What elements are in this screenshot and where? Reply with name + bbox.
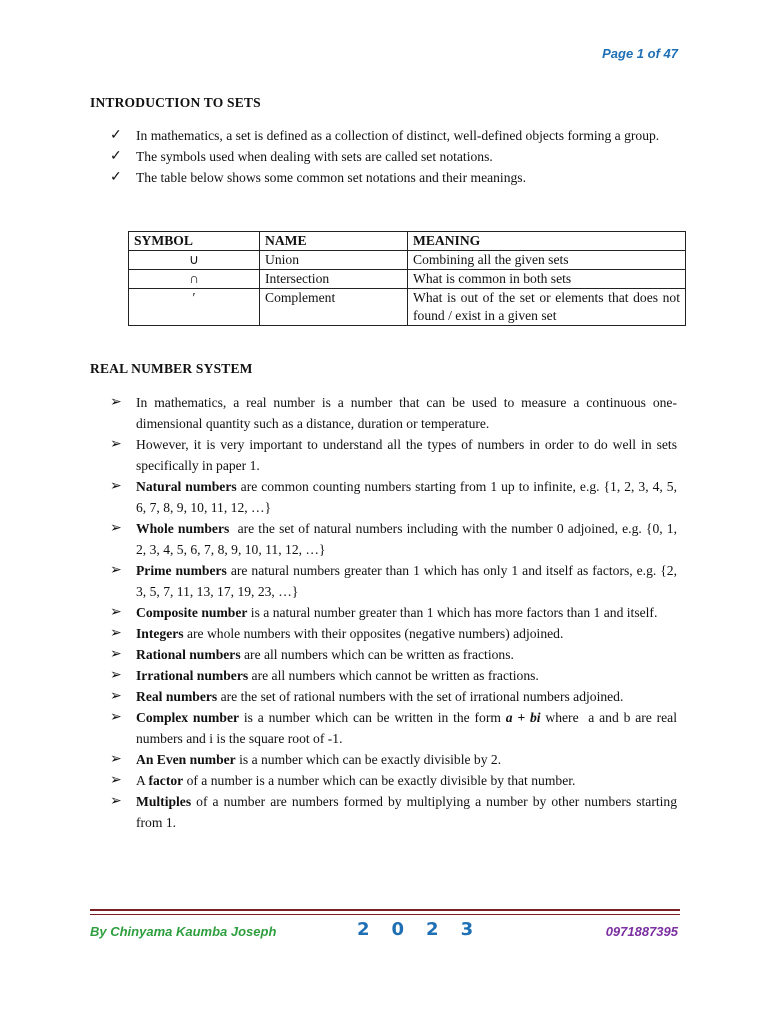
footer-author: By Chinyama Kaumba Joseph <box>90 924 277 939</box>
definition: are all numbers which can be written as fractions. <box>240 647 514 662</box>
footer-rule-thin <box>90 914 680 915</box>
term: An Even number <box>136 752 236 767</box>
list-item <box>110 686 677 707</box>
list-item <box>110 791 677 833</box>
section-title-sets: INTRODUCTION TO SETS <box>90 95 261 110</box>
table-header: MEANING <box>408 232 686 251</box>
term: Whole numbers <box>136 521 230 536</box>
definition: is a natural number greater than 1 which has more factors than 1 and itself. <box>247 605 658 620</box>
check-icon: ✓ <box>110 128 122 143</box>
term: Rational numbers <box>136 647 241 662</box>
footer-phone: 0971887395 <box>605 924 678 939</box>
arrow-bullet-icon: ➢ <box>110 563 122 578</box>
real-number-list <box>110 392 681 833</box>
list-item <box>110 749 677 770</box>
list-item <box>110 167 677 188</box>
arrow-bullet-icon: ➢ <box>110 752 122 767</box>
term: Real numbers <box>136 689 218 704</box>
definition-continued: where a and b are real numbers and i is the square root of -1. <box>136 710 681 746</box>
list-item <box>110 125 677 146</box>
definition: is a number which can be exactly divisible by 2. <box>235 752 502 767</box>
table-cell-name: Intersection <box>260 270 408 289</box>
table-cell-name: Complement <box>260 289 408 326</box>
list-item <box>110 392 677 434</box>
list-item <box>110 602 677 623</box>
table-row <box>129 270 686 289</box>
sets-intro-list <box>110 125 677 188</box>
arrow-bullet-icon: ➢ <box>110 773 122 788</box>
arrow-bullet-icon: ➢ <box>110 479 122 494</box>
table-header: SYMBOL <box>129 232 260 251</box>
arrow-bullet-icon: ➢ <box>110 710 122 725</box>
arrow-bullet-icon: ➢ <box>110 437 122 452</box>
list-item-text: The symbols used when dealing with sets are called set notations. <box>136 149 493 164</box>
list-item-text: The table below shows some common set notations and their meanings. <box>136 170 526 185</box>
complex-formula: a + bi <box>505 710 541 725</box>
arrow-bullet-icon: ➢ <box>110 647 122 662</box>
table-cell-meaning: What is common in both sets <box>408 270 686 289</box>
table-header: NAME <box>260 232 408 251</box>
list-item <box>110 623 677 644</box>
table-header-row <box>129 232 686 251</box>
list-item <box>110 707 681 749</box>
list-item <box>110 644 677 665</box>
definition: are natural numbers greater than 1 which has only 1 and itself as factors, e.g. {2, 3, 5, 7, 11, 13, 17, 19, 23, …} <box>136 563 677 599</box>
definition: of a number are numbers formed by multiplying a number by other numbers starting from 1. <box>136 794 677 830</box>
list-item <box>110 770 677 791</box>
table-row <box>129 289 686 326</box>
set-notation-table <box>128 231 686 326</box>
table-cell-symbol: ′ <box>129 289 260 326</box>
arrow-bullet-icon: ➢ <box>110 668 122 683</box>
arrow-bullet-icon: ➢ <box>110 605 122 620</box>
list-item <box>110 518 681 560</box>
check-icon: ✓ <box>110 149 122 164</box>
term-prefix: A <box>136 773 149 788</box>
definition: are common counting numbers starting from 1 up to infinite, e.g. {1, 2, 3, 4, 5, 6, 7, 8, 9, 10, 11, 12, …} <box>136 479 677 515</box>
definition: are all numbers which cannot be written as fractions. <box>248 668 539 683</box>
term: Irrational numbers <box>136 668 249 683</box>
term: Complex number <box>136 710 240 725</box>
check-icon: ✓ <box>110 170 122 185</box>
arrow-bullet-icon: ➢ <box>110 689 122 704</box>
arrow-bullet-icon: ➢ <box>110 395 122 410</box>
table-cell-meaning: Combining all the given sets <box>408 251 686 270</box>
definition: of a number is a number which can be exactly divisible by that number. <box>183 773 576 788</box>
footer-year: 2023 <box>357 919 496 940</box>
table-cell-meaning: What is out of the set or elements that does not found / exist in a given set <box>408 289 686 326</box>
term: Integers <box>136 626 184 641</box>
table-row <box>129 251 686 270</box>
term: factor <box>148 773 184 788</box>
arrow-bullet-icon: ➢ <box>110 794 122 809</box>
definition: are whole numbers with their opposites (negative numbers) adjoined. <box>183 626 564 641</box>
list-item <box>110 665 677 686</box>
definition: are the set of rational numbers with the set of irrational numbers adjoined. <box>217 689 624 704</box>
list-item <box>110 146 677 167</box>
definition: are the set of natural numbers including with the number 0 adjoined, e.g. {0, 1, 2, 3, 4, 5, 6, 7, 8, 9, 10, 11, 12, …} <box>136 521 681 557</box>
term: Multiples <box>136 794 192 809</box>
arrow-bullet-icon: ➢ <box>110 626 122 641</box>
list-item-text: In mathematics, a real number is a number that can be used to measure a continuous one-dimensional quantity such as a distance, duration or temperature. <box>136 395 677 431</box>
footer-rule <box>90 909 680 911</box>
term: Composite number <box>136 605 248 620</box>
list-item-text: However, it is very important to understand all the types of numbers in order to do well in sets specifically in paper 1. <box>136 437 677 473</box>
list-item-text: In mathematics, a set is defined as a collection of distinct, well-defined objects forming a group. <box>136 128 660 143</box>
term: Natural numbers <box>136 479 237 494</box>
list-item <box>110 560 677 602</box>
list-item <box>110 476 677 518</box>
arrow-bullet-icon: ➢ <box>110 521 122 536</box>
table-cell-symbol: ∩ <box>129 270 260 289</box>
table-cell-name: Union <box>260 251 408 270</box>
term: Prime numbers <box>136 563 227 578</box>
definition: is a number which can be written in the form <box>239 710 506 725</box>
section-title-real-numbers: REAL NUMBER SYSTEM <box>90 361 253 376</box>
page-number: Page 1 of 47 <box>602 46 678 61</box>
list-item <box>110 434 677 476</box>
table-cell-symbol: ∪ <box>129 251 260 270</box>
